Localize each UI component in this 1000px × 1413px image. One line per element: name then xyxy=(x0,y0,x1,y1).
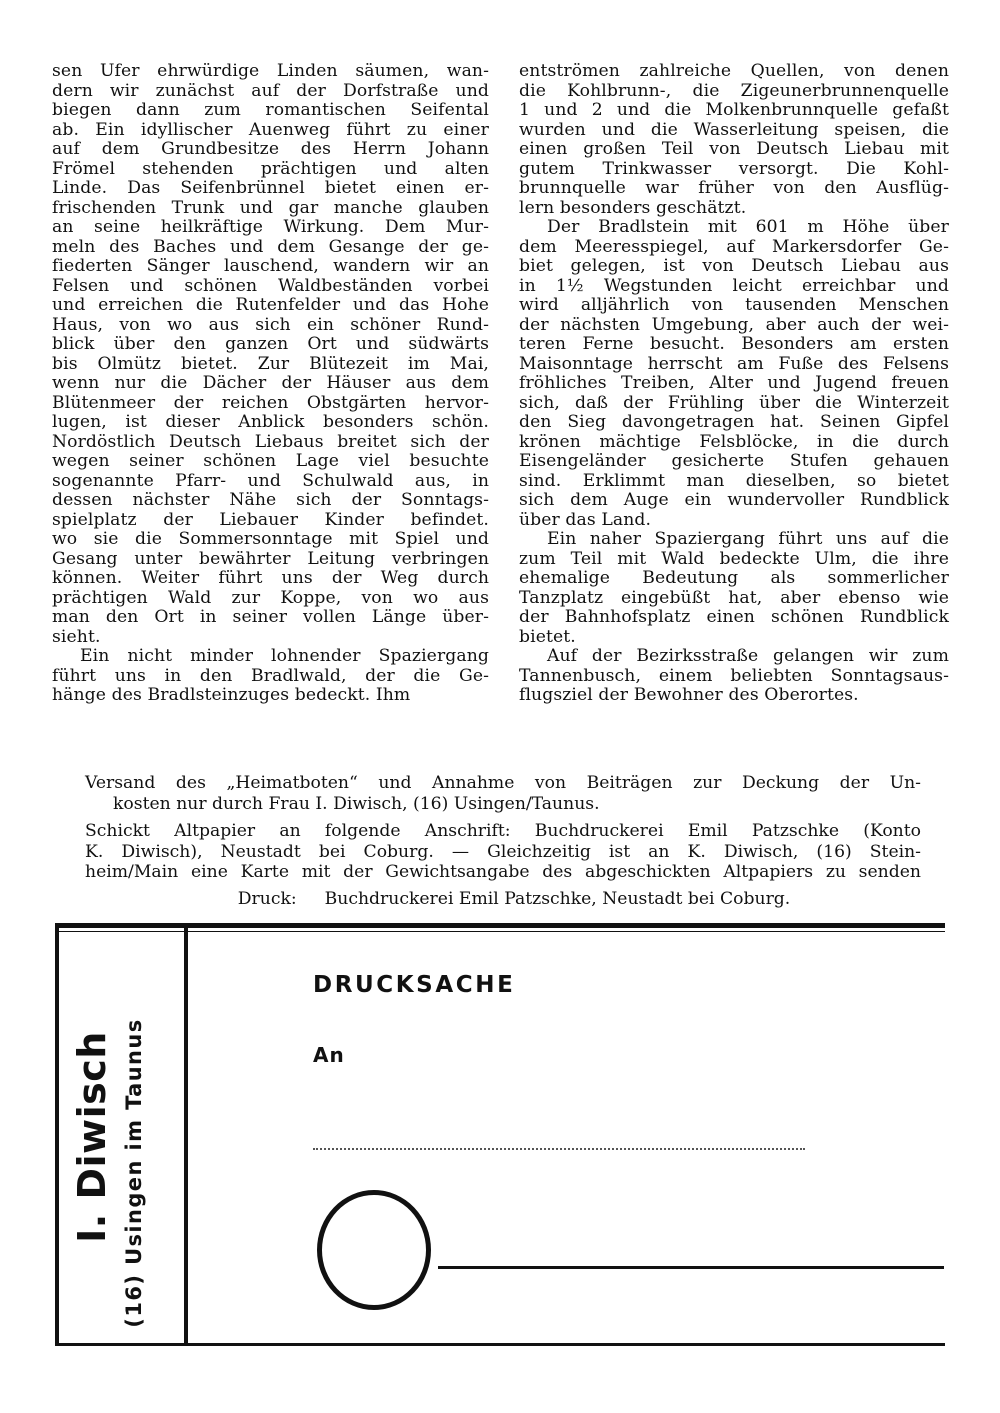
sender-city: (16) Usingen im Taunus xyxy=(121,1017,146,1328)
text-line: Auf der Bezirksstraße gelangen wir zum xyxy=(547,646,949,666)
article-column-right xyxy=(519,62,949,706)
text-line: sind. Erklimmt man dieselben, so bietet xyxy=(519,470,949,491)
text-line: Eisengeländer gesicherte Stufen gehauen xyxy=(519,451,949,471)
text-line: Der Bradlstein mit 601 m Höhe über xyxy=(547,217,949,237)
text-line: wo sie die Sommersonntage mit Spiel und xyxy=(52,529,489,549)
shipping-notice xyxy=(85,773,921,814)
printer-name: Buchdruckerei Emil Patzschke, Neustadt bei Coburg. xyxy=(324,889,791,909)
text-line: wegen seiner schönen Lage viel besuchte xyxy=(52,451,489,471)
text-line: ehemalige Bedeutung als sommerlicher xyxy=(519,568,949,588)
text-line: biegen dann zum romantischen Seifental xyxy=(52,100,489,120)
notice-line: K. Diwisch), Neustadt bei Coburg. — Gleichzeitig ist an K. Diwisch, (16) Stein- xyxy=(85,841,921,862)
text-line: bis Olmütz bietet. Zur Blütezeit im Mai, xyxy=(52,353,489,374)
text-line: meln des Baches und dem Gesange der ge- xyxy=(52,236,489,257)
text-line: dern wir zunächst auf der Dorfstraße und xyxy=(52,80,489,101)
text-line: können. Weiter führt uns der Weg durch xyxy=(52,568,489,588)
sender-divider-rule xyxy=(184,928,188,1343)
text-line: krönen mächtige Felsblöcke, in die durch xyxy=(519,431,949,452)
text-line: Ein nicht minder lohnender Spaziergang xyxy=(80,646,489,666)
text-line: teren Ferne besucht. Besonders am ersten xyxy=(519,334,949,354)
text-line: dessen nächster Nähe sich der Sonntags- xyxy=(52,490,489,510)
text-line: gutem Trinkwasser versorgt. Die Kohl- xyxy=(519,158,949,179)
mailing-address-form xyxy=(55,923,945,1346)
text-line: entströmen zahlreiche Quellen, von denen xyxy=(519,61,949,81)
text-line: wurden und die Wasserleitung speisen, die xyxy=(519,119,949,140)
text-line: Felsen und schönen Waldbeständen vorbei xyxy=(52,275,489,296)
text-line: blick über den ganzen Ort und südwärts xyxy=(52,334,489,354)
text-line: sieht. xyxy=(52,626,101,647)
text-line: Nordöstlich Deutsch Liebaus breitet sich der xyxy=(52,431,489,452)
text-line: wenn nur die Dächer der Häuser aus dem xyxy=(52,373,489,393)
text-line: in 1½ Wegstunden leicht erreichbar und xyxy=(519,275,949,296)
text-line: sogenannte Pfarr- und Schulwald aus, in xyxy=(52,470,489,491)
text-line: hänge des Bradlsteinzuges bedeckt. Ihm xyxy=(52,685,411,705)
text-line: fiederten Sänger lauschend, wandern wir an xyxy=(52,256,489,276)
text-line: sich dem Auge ein wundervoller Rundblick xyxy=(519,490,949,510)
notice-line: Schickt Altpapier an folgende Anschrift: Buchdruckerei Emil Patzschke (Konto xyxy=(85,821,921,841)
top-rule-thick xyxy=(55,923,945,928)
text-line: biet gelegen, ist von Deutsch Liebau aus xyxy=(519,256,949,276)
text-line: Tanzplatz eingebüßt hat, aber ebenso wie xyxy=(519,587,949,608)
text-line: spielplatz der Liebauer Kinder befindet. xyxy=(52,509,489,530)
text-line: 1 und 2 und die Molkenbrunnquelle gefaßt xyxy=(519,100,949,120)
text-line: einen großen Teil von Deutsch Liebau mit xyxy=(519,139,949,159)
text-line: auf dem Grundbesitze des Herrn Johann xyxy=(52,139,489,159)
text-line: man den Ort in seiner vollen Länge über- xyxy=(52,607,489,627)
text-line: Frömel stehenden prächtigen und alten xyxy=(52,158,489,179)
bottom-rule xyxy=(55,1343,945,1346)
text-line: Blütenmeer der reichen Obstgärten hervor- xyxy=(52,392,489,413)
recipient-label: An xyxy=(313,1043,345,1067)
text-line: lern besonders geschätzt. xyxy=(519,197,747,218)
address-solid-line xyxy=(438,1266,944,1269)
text-line: den Sieg davongetragen hat. Seinen Gipfel xyxy=(519,412,949,432)
top-rule-thin xyxy=(55,931,945,932)
text-line: an seine heilkräftige Wirkung. Dem Mur- xyxy=(52,217,489,237)
text-line: Gesang unter bewährter Leitung verbringen xyxy=(52,548,489,569)
text-line: Linde. Das Seifenbrünnel bietet einen er- xyxy=(52,178,489,198)
text-line: Haus, von wo aus sich ein schöner Rund- xyxy=(52,314,489,335)
text-line: flugsziel der Bewohner des Oberortes. xyxy=(519,685,859,705)
text-line: wird alljährlich von tausenden Menschen xyxy=(519,295,949,315)
text-line: Maisonntage herrscht am Fuße des Felsens xyxy=(519,353,949,374)
text-line: Tannenbusch, einem beliebten Sonntagsaus- xyxy=(519,665,949,686)
sender-block xyxy=(59,932,184,1343)
stamp-circle xyxy=(317,1190,431,1310)
text-line: sich, daß der Frühling über die Winterzeit xyxy=(519,392,949,413)
text-line: der nächsten Umgebung, aber auch der wei- xyxy=(519,314,949,335)
text-line: ab. Ein idyllischer Auenweg führt zu einer xyxy=(52,119,489,140)
text-line: frischenden Trunk und gar manche glauben xyxy=(52,197,489,218)
text-line: führt uns in den Bradlwald, der die Ge- xyxy=(52,665,489,686)
text-line: Ein naher Spaziergang führt uns auf die xyxy=(547,529,949,549)
waste-paper-notice xyxy=(85,821,921,883)
text-line: sen Ufer ehrwürdige Linden säumen, wan- xyxy=(52,61,489,81)
sender-rotated-text xyxy=(67,938,177,1338)
text-line: über das Land. xyxy=(519,509,652,530)
text-line: brunnquelle war früher von den Ausflüg- xyxy=(519,178,949,198)
text-line: die Kohlbrunn-, die Zigeunerbrunnenquelle xyxy=(519,80,949,101)
text-line: zum Teil mit Wald bedeckte Ulm, die ihre xyxy=(519,548,949,569)
notice-line: Versand des „Heimatboten“ und Annahme von Beiträgen zur Deckung der Un- xyxy=(85,773,921,793)
notice-line: kosten nur durch Frau I. Diwisch, (16) Usingen/Taunus. xyxy=(113,793,600,814)
text-line: bietet. xyxy=(519,626,576,647)
printer-label: Druck: xyxy=(237,889,297,909)
form-title: DRUCKSACHE xyxy=(313,972,516,998)
printer-credit xyxy=(0,889,1000,909)
text-line: lugen, ist dieser Anblick besonders schön. xyxy=(52,412,489,432)
text-line: fröhliches Treiben, Alter und Jugend freuen xyxy=(519,373,949,393)
text-line: der Bahnhofsplatz einen schönen Rundblick xyxy=(519,607,949,627)
text-line: prächtigen Wald zur Koppe, von wo aus xyxy=(52,587,489,608)
sender-name: I. Diwisch xyxy=(69,1030,114,1243)
text-line: und erreichen die Rutenfelder und das Hohe xyxy=(52,295,489,315)
address-dotted-line xyxy=(313,1148,805,1150)
article-column-left xyxy=(52,62,489,706)
notice-line: heim/Main eine Karte mit der Gewichtsangabe des abgeschickten Altpapiers zu senden xyxy=(85,862,921,882)
text-line: dem Meeresspiegel, auf Markersdorfer Ge- xyxy=(519,236,949,257)
